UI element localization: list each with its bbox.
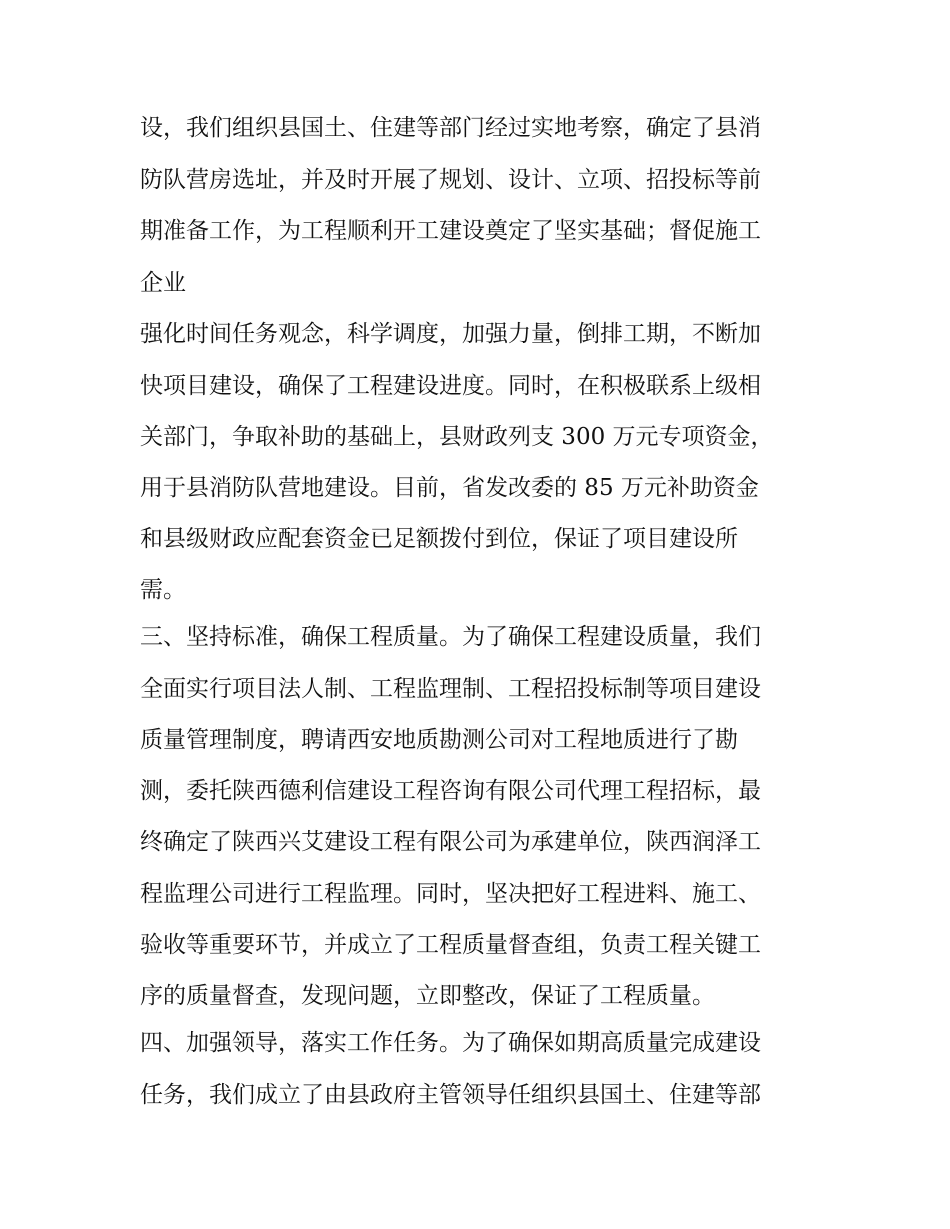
text-line: 程监理公司进行工程监理。同时，坚决把好工程进料、施工、 xyxy=(140,881,761,907)
text-line: 序的质量督查，发现问题，立即整改，保证了工程质量。 xyxy=(140,983,715,1009)
text-line: 三、坚持标准，确保工程质量。为了确保工程建设质量，我们 xyxy=(140,624,761,650)
text-line: 设，我们组织县国土、住建等部门经过实地考察，确定了县消 xyxy=(140,115,761,141)
text-line: 企业 xyxy=(140,270,186,296)
text-line: 快项目建设，确保了工程建设进度。同时，在积极联系上级相 xyxy=(140,373,761,399)
text-line: 关部门，争取补助的基础上，县财政列支 300 万元专项资金， xyxy=(140,424,774,450)
text-line: 用于县消防队营地建设。目前，省发改委的 85 万元补助资金 xyxy=(140,475,759,501)
text-line: 需。 xyxy=(140,577,186,603)
text-line: 终确定了陕西兴艾建设工程有限公司为承建单位，陕西润泽工 xyxy=(140,829,761,855)
text-line: 和县级财政应配套资金已足额拨付到位，保证了项目建设所 xyxy=(140,526,738,552)
text-line: 防队营房选址，并及时开展了规划、设计、立项、招投标等前 xyxy=(140,167,761,193)
text-line: 强化时间任务观念，科学调度，加强力量，倒排工期，不断加 xyxy=(140,321,761,347)
text-line: 全面实行项目法人制、工程监理制、工程招投标制等项目建设 xyxy=(140,676,761,702)
text-line: 验收等重要环节，并成立了工程质量督查组，负责工程关键工 xyxy=(140,932,761,958)
text-line: 质量管理制度，聘请西安地质勘测公司对工程地质进行了勘 xyxy=(140,727,738,753)
text-line: 四、加强领导，落实工作任务。为了确保如期高质量完成建设 xyxy=(140,1030,761,1056)
text-line: 任务，我们成立了由县政府主管领导任组织县国土、住建等部 xyxy=(140,1082,761,1108)
text-line: 测，委托陕西德利信建设工程咨询有限公司代理工程招标，最 xyxy=(140,778,761,804)
text-line: 期准备工作，为工程顺利开工建设奠定了坚实基础；督促施工 xyxy=(140,218,761,244)
